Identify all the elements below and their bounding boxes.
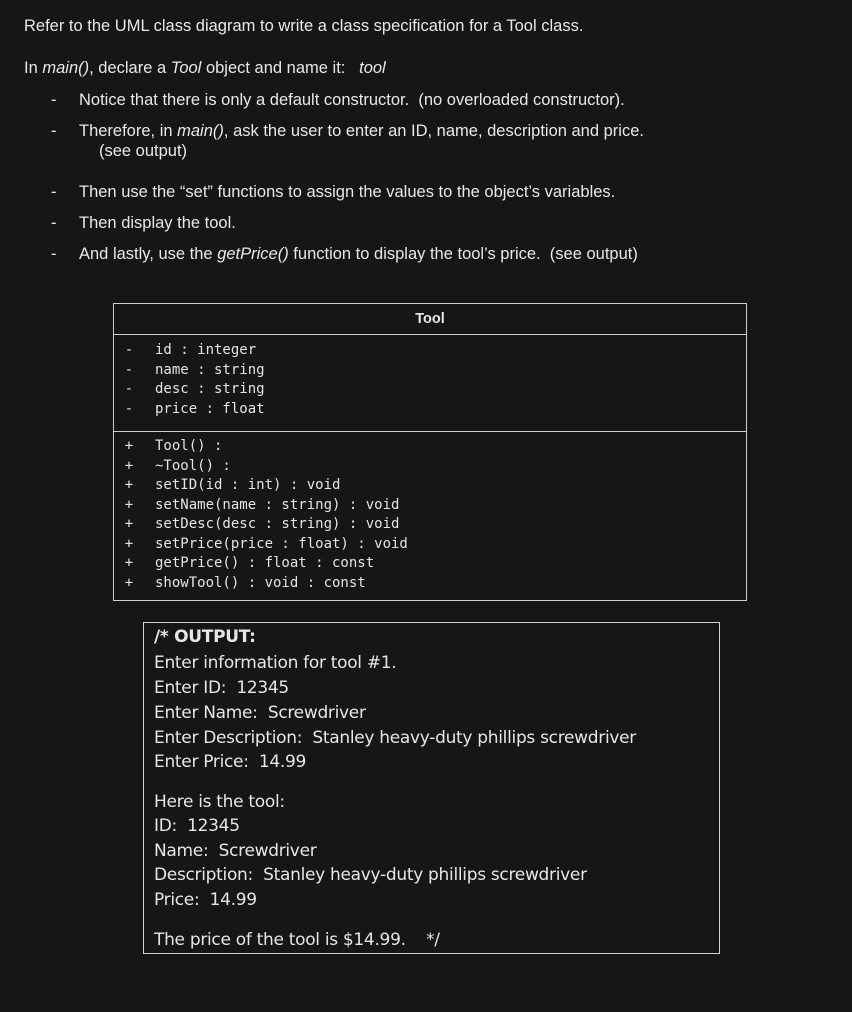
text-segment: , ask the user to enter an ID, name, description and price. bbox=[223, 122, 644, 140]
uml-visibility-public: + bbox=[124, 555, 134, 571]
uml-method-row bbox=[114, 573, 746, 593]
uml-method-text: setName(name : string) : void bbox=[155, 496, 400, 513]
bullet-display-tool: Then display the tool. bbox=[79, 214, 236, 232]
uml-visibility-public: + bbox=[124, 477, 134, 493]
uml-visibility-private: - bbox=[124, 401, 134, 417]
output-line: ID: 12345 bbox=[154, 816, 240, 836]
uml-attribute-text: name : string bbox=[155, 362, 265, 378]
bullet-ask-user bbox=[79, 121, 644, 141]
output-line: Enter information for tool #1. bbox=[154, 653, 397, 673]
output-line: Price: 14.99 bbox=[154, 890, 257, 910]
bullet-default-constructor: Notice that there is only a default constructor. (no overloaded constructor). bbox=[79, 91, 625, 109]
uml-attribute-text: id : integer bbox=[155, 342, 257, 358]
text-segment: And lastly, use the bbox=[79, 245, 218, 263]
uml-attribute-text: desc : string bbox=[155, 381, 265, 397]
uml-attribute-row bbox=[114, 379, 746, 399]
output-line: /* OUTPUT: bbox=[154, 627, 256, 647]
uml-visibility-public: + bbox=[124, 496, 134, 513]
bullet-dash: - bbox=[51, 214, 57, 232]
uml-method-row bbox=[114, 475, 746, 495]
uml-attribute-row bbox=[114, 360, 746, 380]
bullet-dash: - bbox=[51, 91, 57, 109]
uml-visibility-public: + bbox=[124, 574, 134, 591]
uml-method-row bbox=[114, 436, 746, 456]
uml-class-diagram bbox=[113, 303, 747, 601]
text-main-fn: main() bbox=[42, 59, 90, 77]
uml-attribute-row bbox=[114, 399, 746, 419]
text-segment: In bbox=[24, 59, 43, 77]
output-line: The price of the tool is $14.99. */ bbox=[154, 930, 440, 950]
uml-method-text: setID(id : int) : void bbox=[155, 477, 341, 493]
uml-method-row bbox=[114, 495, 746, 515]
output-line: Enter ID: 12345 bbox=[154, 678, 289, 698]
uml-method-text: ~Tool() : bbox=[155, 457, 231, 474]
text-tool-object: tool bbox=[359, 59, 386, 77]
uml-method-text: getPrice() : float : const bbox=[155, 555, 375, 571]
instruction-intro: Refer to the UML class diagram to write a class specification for a Tool class. bbox=[24, 17, 584, 35]
uml-visibility-private: - bbox=[124, 381, 134, 397]
text-main-fn: main() bbox=[177, 122, 224, 140]
uml-visibility-public: + bbox=[124, 535, 134, 552]
text-segment: Therefore, in bbox=[79, 122, 178, 140]
uml-visibility-public: + bbox=[124, 457, 134, 474]
output-line: Enter Name: Screwdriver bbox=[154, 703, 366, 723]
uml-method-text: Tool() : bbox=[155, 438, 223, 454]
output-line: Here is the tool: bbox=[154, 792, 285, 812]
uml-method-row bbox=[114, 553, 746, 573]
output-line: Enter Price: 14.99 bbox=[154, 752, 307, 772]
bullet-set-functions: Then use the “set” functions to assign the values to the object’s variables. bbox=[79, 183, 616, 201]
uml-method-row bbox=[114, 534, 746, 554]
uml-method-text: showTool() : void : const bbox=[155, 574, 366, 591]
uml-attribute-text: price : float bbox=[155, 401, 265, 417]
bullet-get-price bbox=[79, 244, 638, 264]
bullet-ask-user-cont: (see output) bbox=[99, 142, 188, 160]
bullet-dash: - bbox=[51, 245, 57, 263]
uml-visibility-private: - bbox=[124, 342, 134, 358]
text-segment: , declare a bbox=[89, 59, 171, 77]
uml-visibility-public: + bbox=[124, 438, 134, 454]
uml-method-row bbox=[114, 514, 746, 534]
output-line: Enter Description: Stanley heavy-duty phillips screwdriver bbox=[154, 728, 636, 748]
uml-attribute-row bbox=[114, 340, 746, 360]
uml-method-row bbox=[114, 456, 746, 476]
uml-visibility-public: + bbox=[124, 516, 134, 532]
instruction-main-declare bbox=[24, 58, 386, 78]
text-getprice-fn: getPrice() bbox=[217, 245, 289, 263]
text-segment: function to display the tool’s price. (see output) bbox=[288, 245, 638, 263]
uml-visibility-private: - bbox=[124, 362, 134, 378]
output-line: Name: Screwdriver bbox=[154, 841, 317, 861]
uml-class-name: Tool bbox=[114, 304, 746, 335]
uml-method-text: setPrice(price : float) : void bbox=[155, 535, 408, 552]
text-tool-class: Tool bbox=[170, 59, 202, 77]
text-segment: object and name it: bbox=[201, 59, 360, 77]
uml-method-text: setDesc(desc : string) : void bbox=[155, 516, 400, 532]
bullet-dash: - bbox=[51, 122, 57, 140]
output-example-box bbox=[143, 622, 720, 954]
bullet-dash: - bbox=[51, 183, 57, 201]
output-line: Description: Stanley heavy-duty phillips screwdriver bbox=[154, 865, 587, 885]
